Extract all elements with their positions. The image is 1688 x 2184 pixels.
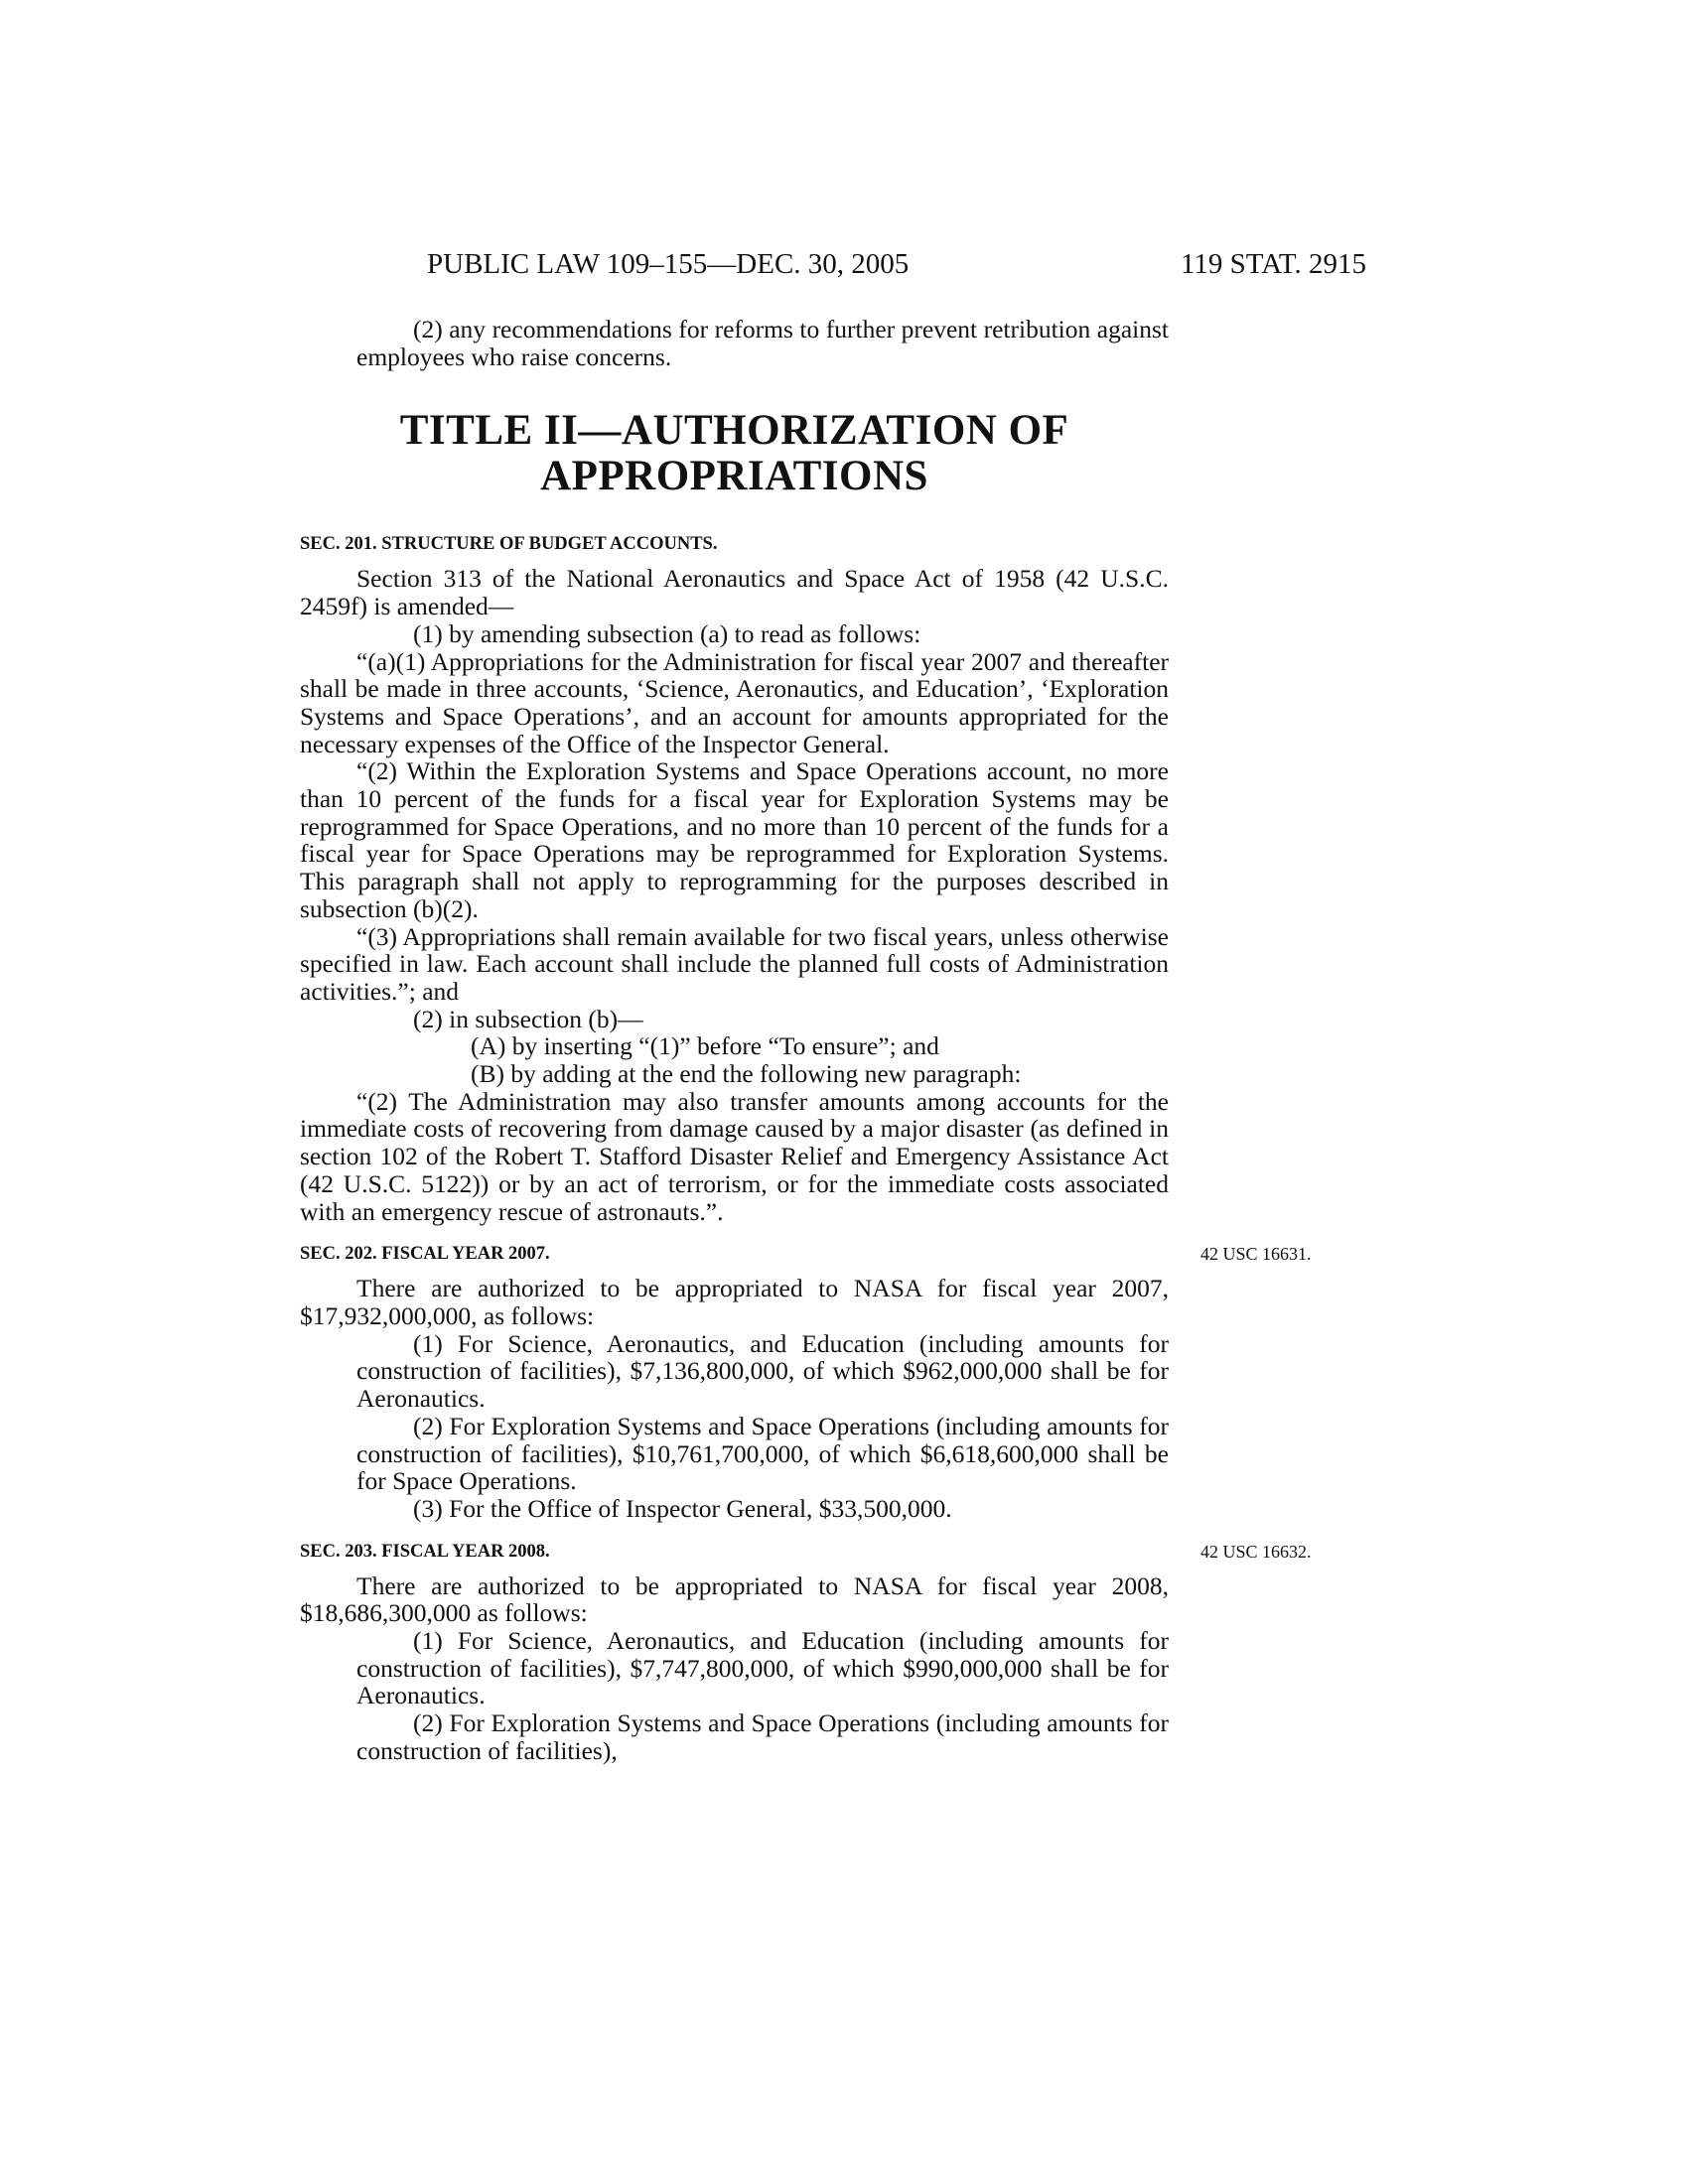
sec-202-paragraph: There are authorized to be appropriated to NASA for fiscal year 2007, $17,932,000,000, as follows: <box>300 1274 1169 1330</box>
sec-201-paragraph: (B) by adding at the end the following new paragraph: <box>471 1059 1022 1089</box>
sec-201-heading-row <box>300 529 1169 559</box>
law-citation: PUBLIC LAW 109–155—DEC. 30, 2005 <box>427 248 910 280</box>
sec-201-paragraph: (A) by inserting “(1)” before “To ensure”; and <box>471 1031 939 1061</box>
sec-203-heading: SEC. 203. FISCAL YEAR 2008. <box>300 1541 550 1562</box>
sec-203-paragraph: (2) For Exploration Systems and Space Operations (including amounts for construction of facilities), <box>356 1708 1169 1765</box>
sec-201-paragraph: “(2) Within the Exploration Systems and Space Operations account, no more than 10 percent of the funds for a fiscal year for Exploration Systems may be reprogrammed for Space Operations, and no more than 10 percent of the funds for a fiscal year for Space Operations may be reprogrammed for Exploration Systems. This paragraph shall not apply to reprogramming for the purposes described in subsection (b)(2). <box>300 756 1169 923</box>
sec-201-heading: SEC. 201. STRUCTURE OF BUDGET ACCOUNTS. <box>300 534 718 555</box>
sec-203-paragraph: There are authorized to be appropriated to NASA for fiscal year 2008, $18,686,300,000 as follows: <box>300 1570 1169 1628</box>
title-line-1: TITLE II—AUTHORIZATION OF <box>399 407 1069 455</box>
sec-201-paragraph: (1) by amending subsection (a) to read as follows: <box>413 618 921 648</box>
sec-202-paragraph: (3) For the Office of Inspector General, $33,500,000. <box>413 1493 952 1523</box>
sec-203-paragraph: (1) For Science, Aeronautics, and Education (including amounts for construction of facilities), $7,747,800,000, of which $990,000,000 shall be for Aeronautics. <box>356 1626 1169 1710</box>
statute-page-number: 119 STAT. 2915 <box>1181 248 1366 280</box>
running-header <box>415 248 1366 288</box>
title-line-2: APPROPRIATIONS <box>540 453 928 500</box>
sec-203-margin-note: 42 USC 16632. <box>1200 1541 1312 1562</box>
sec-202-paragraph: (2) For Exploration Systems and Space Operations (including amounts for construction of facilities), $10,761,700,000, of which $6,618,600,000 shall be for Space Operations. <box>356 1411 1169 1496</box>
title-heading <box>300 408 1169 499</box>
sec-201-paragraph: “(2) The Administration may also transfer amounts among accounts for the immediate costs of recovering from damage caused by a major disaster (as defined in section 102 of the Robert T. Stafford Disaster Relief and Emergency Assistance Act (42 U.S.C. 5122)) or by an act of terrorism, or for the immediate costs associated with an emergency rescue of astronauts.”. <box>300 1086 1169 1226</box>
document-body <box>300 315 1312 1765</box>
sec-202-margin-note: 42 USC 16631. <box>1200 1244 1312 1265</box>
sec-201-paragraph: (2) in subsection (b)— <box>413 1004 643 1033</box>
sec-201-paragraph: “(3) Appropriations shall remain available for two fiscal years, unless otherwise specified in law. Each account shall include the planned full costs of Administration activities.”; and <box>300 921 1169 1006</box>
sec-203-heading-row <box>300 1537 1312 1567</box>
sec-201-paragraph: “(a)(1) Appropriations for the Administration for fiscal year 2007 and thereafter shall be made in three accounts, ‘Science, Aeronautics, and Education’, ‘Exploration Systems and Space Operations’, and an account for amounts appropriated for the necessary expenses of the Office of the Inspector General. <box>300 646 1169 758</box>
sec-202-heading: SEC. 202. FISCAL YEAR 2007. <box>300 1244 550 1265</box>
sec-202-paragraph: (1) For Science, Aeronautics, and Education (including amounts for construction of facilities), $7,136,800,000, of which $962,000,000 shall be for Aeronautics. <box>356 1328 1169 1414</box>
sec-202-heading-row <box>300 1239 1312 1269</box>
intro-paragraph: (2) any recommendations for reforms to further prevent retribution against employees who raise concerns. <box>356 315 1169 371</box>
sec-201-paragraph: Section 313 of the National Aeronautics and Space Act of 1958 (42 U.S.C. 2459f) is amended— <box>300 564 1169 621</box>
